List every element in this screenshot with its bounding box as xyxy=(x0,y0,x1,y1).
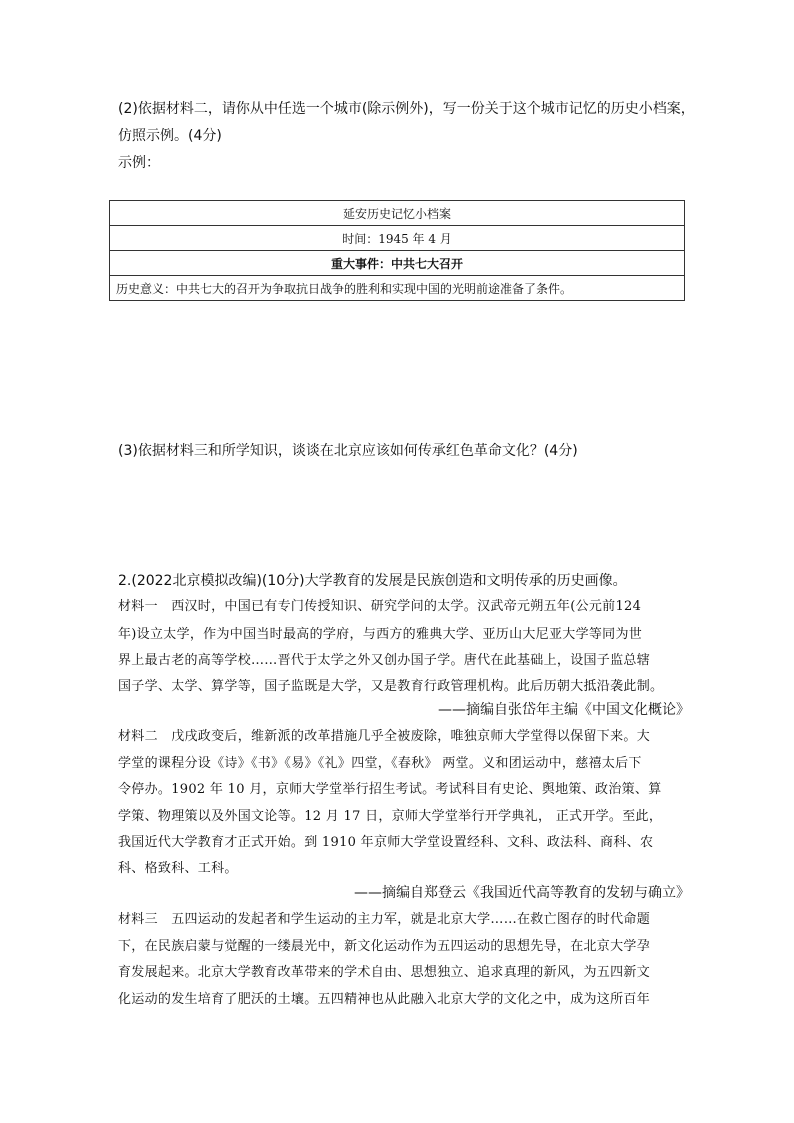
material-3-line: 化运动的发生培育了肥沃的土壤。五四精神也从此融入北京大学的文化之中，成为这所百年 xyxy=(118,992,651,1007)
material-1-source: ——摘编自张岱年主编《中国文化概论》 xyxy=(438,702,690,718)
archive-significance: 历史意义：中共七大的召开为争取抗日战争的胜利和实现中国的光明前途准备了条件。 xyxy=(110,276,685,301)
question-2-line-1: (2)依据材料二，请你从中任选一个城市(除示例外)，写一份关于这个城市记忆的历史小档案， xyxy=(118,101,695,117)
archive-event: 重大事件：中共七大召开 xyxy=(110,251,685,276)
material-2-line: 令停办。1902 年 10 月，京师大学堂举行招生考试。考试科目有史论、舆地策、政治策、算 xyxy=(118,782,662,797)
material-2-line: 学策、物理策以及外国文论等。12 月 17 日，京师大学堂举行开学典礼， 正式开学。至此， xyxy=(118,809,663,824)
question-2-line-2: 仿照示例。(4分) xyxy=(118,128,222,144)
material-1-line: 材料一 西汉时，中国已有专门传授知识、研究学问的太学。汉武帝元朔五年(公元前124 xyxy=(118,599,642,614)
material-1-line: 年)设立太学，作为中国当时最高的学府，与西方的雅典大学、亚历山大尼亚大学等同为世 xyxy=(118,627,643,642)
example-label: 示例： xyxy=(118,155,160,171)
material-1-line: 界上最古老的高等学校……晋代于太学之外又创办国子学。唐代在此基础上，设国子监总辖 xyxy=(118,653,651,668)
material-3-line: 材料三 五四运动的发起者和学生运动的主力军，就是北京大学……在救亡图存的时代命题 xyxy=(118,912,651,927)
material-2-line: 科、格致科、工科。 xyxy=(118,861,238,876)
material-2-line: 学堂的课程分设《诗》《书》《易》《礼》四堂，《春秋》 两堂。义和团运动中，慈禧太后下 xyxy=(118,756,642,771)
material-1-line: 国子学、太学、算学等，国子监既是大学，又是教育行政管理机构。此后历朝大抵沿袭此制。 xyxy=(118,679,664,694)
material-2-source: ——摘编自郑登云《我国近代高等教育的发轫与确立》 xyxy=(354,885,690,901)
archive-title: 延安历史记忆小档案 xyxy=(110,201,685,226)
material-3-line: 下，在民族启蒙与觉醒的一缕晨光中，新文化运动作为五四运动的思想先导，在北京大学孕 xyxy=(118,939,651,954)
material-3-line: 育发展起来。北京大学教育改革带来的学术自由、思想独立、追求真理的新风，为五四新文 xyxy=(118,965,651,980)
material-2-line: 我国近代大学教育才正式开始。到 1910 年京师大学堂设置经科、文科、政法科、商科、农 xyxy=(118,835,654,850)
archive-time: 时间：1945 年 4 月 xyxy=(110,226,685,251)
question-3-line-1: (3)依据材料三和所学知识，谈谈在北京应该如何传承红色革命文化？(4分) xyxy=(118,443,578,459)
history-archive-table xyxy=(109,200,685,301)
material-2-line: 材料二 戊戌政变后，维新派的改革措施几乎全被废除，唯独京师大学堂得以保留下来。大 xyxy=(118,729,651,744)
question-intro: 2.(2022北京模拟改编)(10分)大学教育的发展是民族创造和文明传承的历史画像。 xyxy=(118,573,627,589)
